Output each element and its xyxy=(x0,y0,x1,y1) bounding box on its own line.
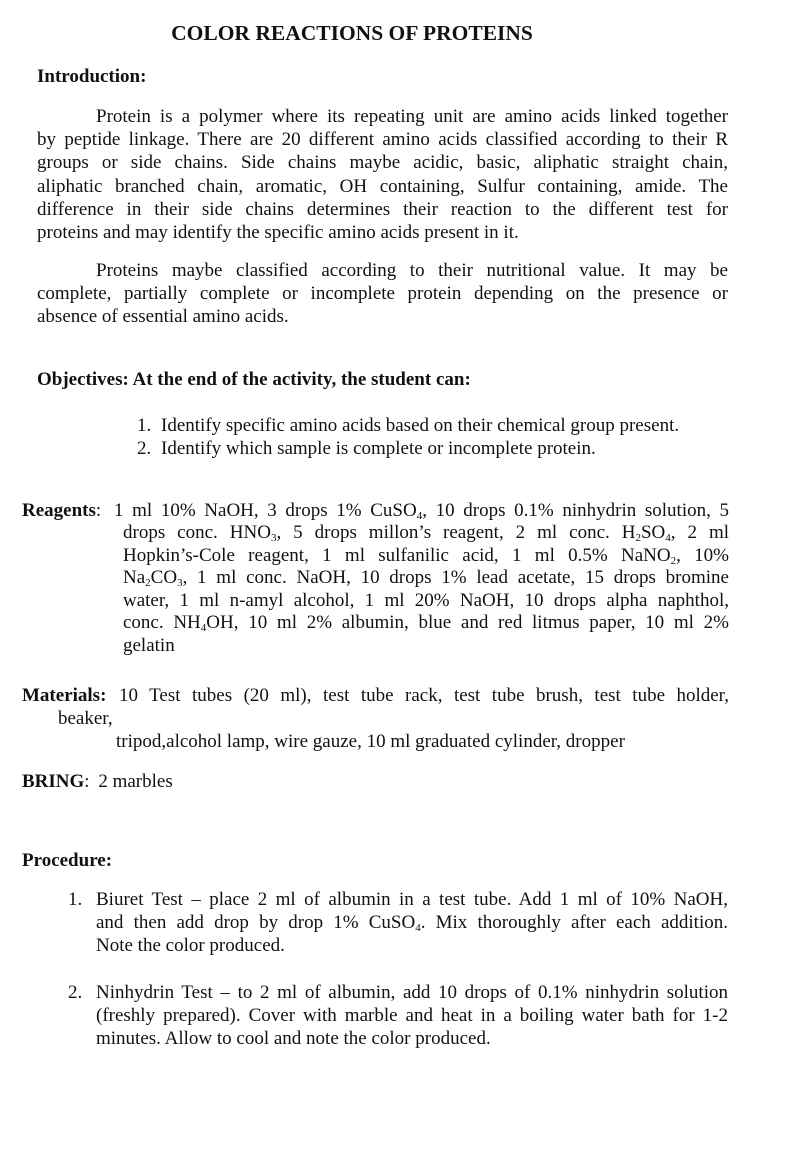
objective-item-2-text: Identify which sample is complete or incomplete protein. xyxy=(161,438,596,459)
procedure-item-2-line-2: (freshly prepared). Cover with marble and heat in a boiling water bath for 1-2 xyxy=(96,1005,728,1027)
procedure-item-1-line-2: and then add drop by drop 1% CuSO$_4$. Mix thoroughly after each addition. xyxy=(96,912,728,935)
reagents-label xyxy=(22,499,101,522)
reagents-line-2: drops conc. $HNO_3$, 5 drops millon’s reagent, 2 ml conc. $H_2SO_4$, 2 ml xyxy=(123,522,730,544)
bring-label: BRING xyxy=(22,771,85,792)
introduction-heading: Introduction: xyxy=(37,66,147,87)
reagents-line-7: gelatin xyxy=(123,634,175,656)
procedure-item-1-number: 1. xyxy=(68,889,83,910)
procedure-item-2-line-1: Ninhydrin Test – to 2 ml of albumin, add 10 drops of 0.1% ninhydrin solution xyxy=(96,982,728,1003)
materials-line-1-text: 10 Test tubes (20 ml), test tube rack, test tube brush, test tube holder, xyxy=(119,685,729,706)
intro-p1-line-1: Protein is a polymer where its repeating unit are amino acids linked together xyxy=(96,106,728,127)
intro-p1-line-3: groups or side chains. Side chains maybe acidic, basic, aliphatic straight chain, xyxy=(37,152,728,174)
intro-p1-line-6: proteins and may identify the specific amino acids present in it. xyxy=(37,222,519,244)
materials-line-3: tripod,alcohol lamp, wire gauze, 10 ml graduated cylinder, dropper xyxy=(116,731,625,752)
bring-colon: : xyxy=(84,771,90,792)
page-title: COLOR REACTIONS OF PROTEINS xyxy=(171,21,533,45)
intro-p1-line-5: difference in their side chains determines their reaction to the different test for xyxy=(37,198,728,220)
introduction-paragraph-2 xyxy=(37,259,728,329)
bring-text: 2 marbles xyxy=(98,771,173,792)
introduction-paragraph-1 xyxy=(37,105,728,244)
intro-p2-line-2: complete, partially complete or incomplete protein depending on the presence or xyxy=(37,283,728,305)
reagents-label-text: Reagents xyxy=(22,500,96,521)
materials-line-2: beaker, xyxy=(58,708,113,729)
objective-item-2-number: 2. xyxy=(137,438,152,459)
intro-p2-line-3: absence of essential amino acids. xyxy=(37,306,289,328)
objective-item-1-text: Identify specific amino acids based on their chemical group present. xyxy=(161,415,680,436)
procedure-item-1 xyxy=(96,888,728,958)
procedure-heading: Procedure: xyxy=(22,850,113,871)
reagents-list xyxy=(123,522,729,658)
procedure-item-2-line-3: minutes. Allow to cool and note the color produced. xyxy=(96,1028,491,1050)
intro-p1-line-4: aliphatic branched chain, aromatic, OH containing, Sulfur containing, amide. The xyxy=(37,175,728,197)
intro-p1-line-2: by peptide linkage. There are 20 different amino acids classified according to their R xyxy=(37,129,728,151)
reagents-line-5: water, 1 ml n-amyl alcohol, 1 ml 20% NaOH, 10 drops alpha naphthol, xyxy=(123,589,729,611)
procedure-item-2-number: 2. xyxy=(68,982,83,1003)
reagents-line-1: 1 ml 10% NaOH, 3 drops 1% CuSO$_4$, 10 drops 0.1% ninhydrin solution, 5 xyxy=(114,500,729,522)
procedure-item-1-line-3: Note the color produced. xyxy=(96,935,285,957)
objective-item-1-number: 1. xyxy=(137,415,152,436)
bring-row xyxy=(22,770,173,793)
intro-p2-line-1: Proteins maybe classified according to their nutritional value. It may be xyxy=(96,260,728,281)
reagents-label-colon: : xyxy=(95,500,102,521)
procedure-item-1-line-1: Biuret Test – place 2 ml of albumin in a test tube. Add 1 ml of 10% NaOH, xyxy=(96,889,728,910)
procedure-item-2 xyxy=(96,981,728,1051)
reagents-line-6: conc. $NH_4OH$, 10 ml 2% albumin, blue and red litmus paper, 10 ml 2% xyxy=(123,612,729,635)
reagents-line-4: $Na_2CO_3$, 1 ml conc. NaOH, 10 drops 1% lead acetate, 15 drops bromine xyxy=(123,567,729,590)
materials-line-1 xyxy=(119,684,729,707)
materials-label: Materials: xyxy=(22,685,107,706)
objectives-heading: Objectives: At the end of the activity, the student can: xyxy=(37,369,471,390)
reagents-line-3: Hopkin’s-Cole reagent, 1 ml sulfanilic acid, 1 ml 0.5% NaNO$_2$, 10% xyxy=(123,544,730,567)
